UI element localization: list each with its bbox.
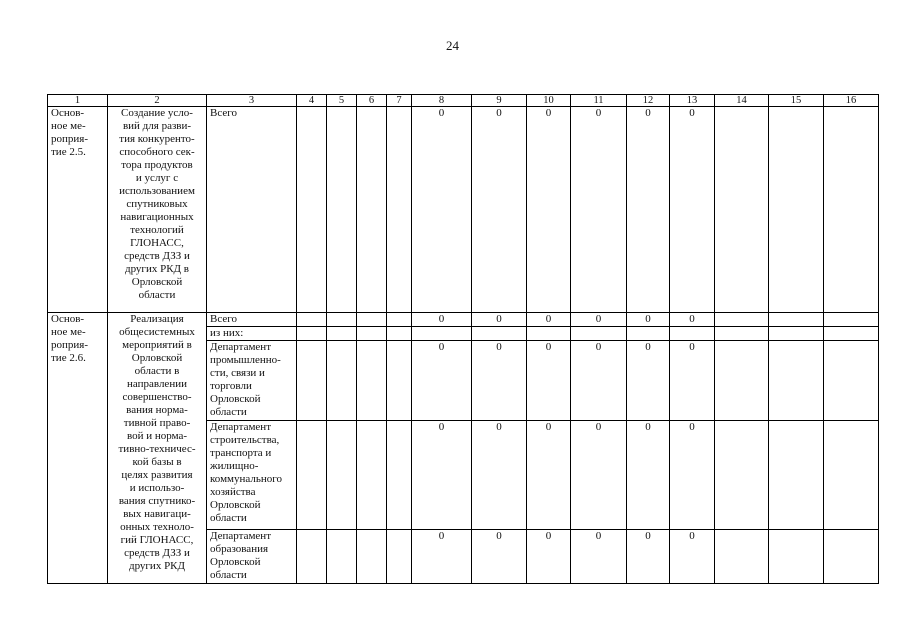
page-number: 24 [446, 38, 459, 53]
value-cell: 0 [670, 313, 715, 327]
col-header: 13 [670, 95, 715, 107]
value-cell: 0 [670, 107, 715, 313]
col-header: 14 [715, 95, 769, 107]
value-cell: 0 [527, 107, 571, 313]
funding-source: Департамент образования Орловской области [207, 530, 297, 584]
column-number-row [48, 95, 879, 107]
col-header: 9 [472, 95, 527, 107]
table-row [48, 107, 879, 313]
value-cell: 0 [627, 341, 670, 421]
value-cell: 0 [412, 421, 472, 530]
value-cell: 0 [571, 341, 627, 421]
measure-description: Создание усло- вий для разви- тия конкуренто- способного сек- тора продуктов и услуг с использованием спутниковых навигационных технологий ГЛОНАСС, средств ДЗЗ и других РКД в Орловской области [108, 107, 207, 313]
funding-source: Департамент строительства, транспорта и жилищно- коммунального хозяйства Орловской области [207, 421, 297, 530]
value-cell: 0 [412, 530, 472, 584]
measure-id: Основ- ное ме- роприя- тие 2.5. [48, 107, 108, 313]
value-cell: 0 [412, 313, 472, 327]
col-header: 12 [627, 95, 670, 107]
budget-table [47, 94, 879, 584]
value-cell: 0 [527, 421, 571, 530]
funding-source: из них: [207, 327, 297, 341]
col-header: 3 [207, 95, 297, 107]
col-header: 5 [327, 95, 357, 107]
value-cell: 0 [571, 421, 627, 530]
table-row [48, 313, 879, 327]
col-header: 4 [297, 95, 327, 107]
value-cell: 0 [472, 530, 527, 584]
value-cell: 0 [412, 341, 472, 421]
value-cell: 0 [412, 107, 472, 313]
value-cell: 0 [571, 313, 627, 327]
measure-description: Реализация общесистемных мероприятий в Орловской области в направлении совершенство- вания норма- тивной право- вой и норма- тивно-техничес- кой базы в целях развития и использо- вания спутнико- вых навигаци- онных техноло- гий ГЛОНАСС, средств ДЗЗ и других РКД [108, 313, 207, 584]
value-cell: 0 [670, 530, 715, 584]
col-header: 8 [412, 95, 472, 107]
col-header: 6 [357, 95, 387, 107]
value-cell: 0 [627, 530, 670, 584]
col-header: 16 [824, 95, 879, 107]
value-cell: 0 [527, 313, 571, 327]
value-cell: 0 [627, 421, 670, 530]
value-cell: 0 [527, 530, 571, 584]
funding-source: Всего [207, 313, 297, 327]
value-cell: 0 [627, 313, 670, 327]
measure-id: Основ- ное ме- роприя- тие 2.6. [48, 313, 108, 584]
funding-source: Департамент промышленно- сти, связи и торговли Орловской области [207, 341, 297, 421]
value-cell: 0 [472, 107, 527, 313]
value-cell: 0 [627, 107, 670, 313]
value-cell: 0 [472, 421, 527, 530]
value-cell: 0 [670, 341, 715, 421]
value-cell: 0 [472, 313, 527, 327]
value-cell: 0 [571, 530, 627, 584]
col-header: 1 [48, 95, 108, 107]
value-cell: 0 [571, 107, 627, 313]
funding-source: Всего [207, 107, 297, 313]
col-header: 7 [387, 95, 412, 107]
value-cell: 0 [527, 341, 571, 421]
value-cell: 0 [670, 421, 715, 530]
value-cell: 0 [472, 341, 527, 421]
col-header: 11 [571, 95, 627, 107]
col-header: 15 [769, 95, 824, 107]
col-header: 10 [527, 95, 571, 107]
col-header: 2 [108, 95, 207, 107]
